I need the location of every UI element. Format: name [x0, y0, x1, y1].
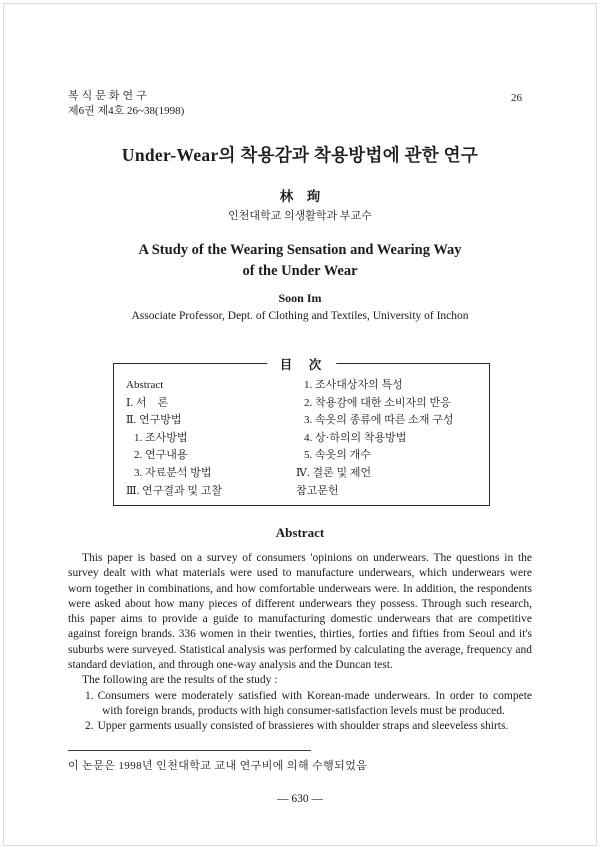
toc-item: 1. 조사방법 [134, 431, 188, 444]
toc-heading: 目 次 [267, 355, 337, 373]
toc-columns [114, 377, 489, 500]
toc-item: 4. 상·하의의 착용방법 [304, 431, 407, 444]
journal-issue: 제6권 제4호 26~38(1998) [68, 105, 185, 117]
author-name-english: Soon Im [278, 291, 322, 305]
footer-page-number: — 630 — [277, 793, 323, 805]
toc-item: 1. 조사대상자의 특성 [304, 379, 403, 391]
abstract-result-item [85, 689, 532, 720]
author-affiliation-english: Associate Professor, Dept. of Clothing and Textiles, University of Inchon [131, 310, 469, 322]
toc-item: Abstract [126, 379, 164, 391]
footnote-divider [68, 750, 311, 751]
journal-header [68, 89, 184, 119]
abstract-body [68, 551, 532, 735]
toc-item: Ⅲ. 연구결과 및 고찰 [126, 484, 222, 497]
page-number-top: 26 [511, 92, 522, 104]
journal-title: 복식문화연구 [68, 90, 150, 102]
toc-item: 2. 연구내용 [134, 449, 188, 462]
toc-item: Ⅳ. 결론 및 제언 [296, 466, 372, 479]
toc-item: Ⅱ. 연구방법 [126, 414, 182, 427]
result-item-number: 1. [85, 689, 94, 702]
toc-item: 5. 속옷의 개수 [304, 449, 371, 462]
toc-column-left [114, 377, 296, 500]
result-item-text: Upper garments usually consisted of brassieres with shoulder straps and sleeveless shirts. [97, 720, 509, 733]
toc-item: 참고문헌 [296, 484, 339, 497]
paper-title-english-line2: of the Under Wear [242, 263, 358, 279]
abstract-result-item [85, 719, 532, 734]
toc-item: Ⅰ. 서 론 [126, 396, 169, 409]
toc-item: 2. 착용감에 대한 소비자의 반응 [304, 396, 451, 409]
paper-title-english-line1: A Study of the Wearing Sensation and Wearing Way [138, 242, 462, 258]
abstract-heading: Abstract [275, 525, 325, 540]
toc-column-right [296, 377, 489, 500]
paper-title-english [0, 240, 600, 282]
result-item-number: 2. [85, 720, 94, 733]
table-of-contents-box [113, 358, 490, 506]
author-name-cjk: 林 珣 [279, 189, 321, 204]
result-item-text: Consumers were moderately satisfied with Korean-made underwears. In order to compete with foreign brands, products with high consumer-satisfaction levels must be produced. [97, 689, 532, 717]
abstract-paragraph: This paper is based on a survey of consumers 'opinions on underwears. The questions in the survey dealt with what materials were used to manufacture underwears, which underwears were worn together in combinations, and how comfortable underwears were. In addition, the respondents were asked about how many pieces of different underwears they possess. Through such research, this paper aims to provide a guide to manufacturing domestic underwears that are competitive against foreign brands. 336 women in their twenties, thirties, forties and fifties from Seoul and it's suburbs were surveyed. Statistical analysis was performed by calculating the average, frequency and standard deviation, and through one-way analysis and the Duncan test. [68, 552, 532, 672]
toc-item: 3. 자료분석 방법 [134, 466, 212, 479]
abstract-results-intro: The following are the results of the study : [82, 674, 278, 687]
author-affiliation-korean: 인천대학교 의생활학과 부교수 [228, 210, 372, 222]
toc-item: 3. 속옷의 종류에 따른 소재 구성 [304, 414, 454, 427]
footnote-text: 이 논문은 1998년 인천대학교 교내 연구비에 의해 수행되었음 [68, 760, 368, 772]
paper-title-korean: Under-Wear의 착용감과 착용방법에 관한 연구 [121, 145, 479, 165]
